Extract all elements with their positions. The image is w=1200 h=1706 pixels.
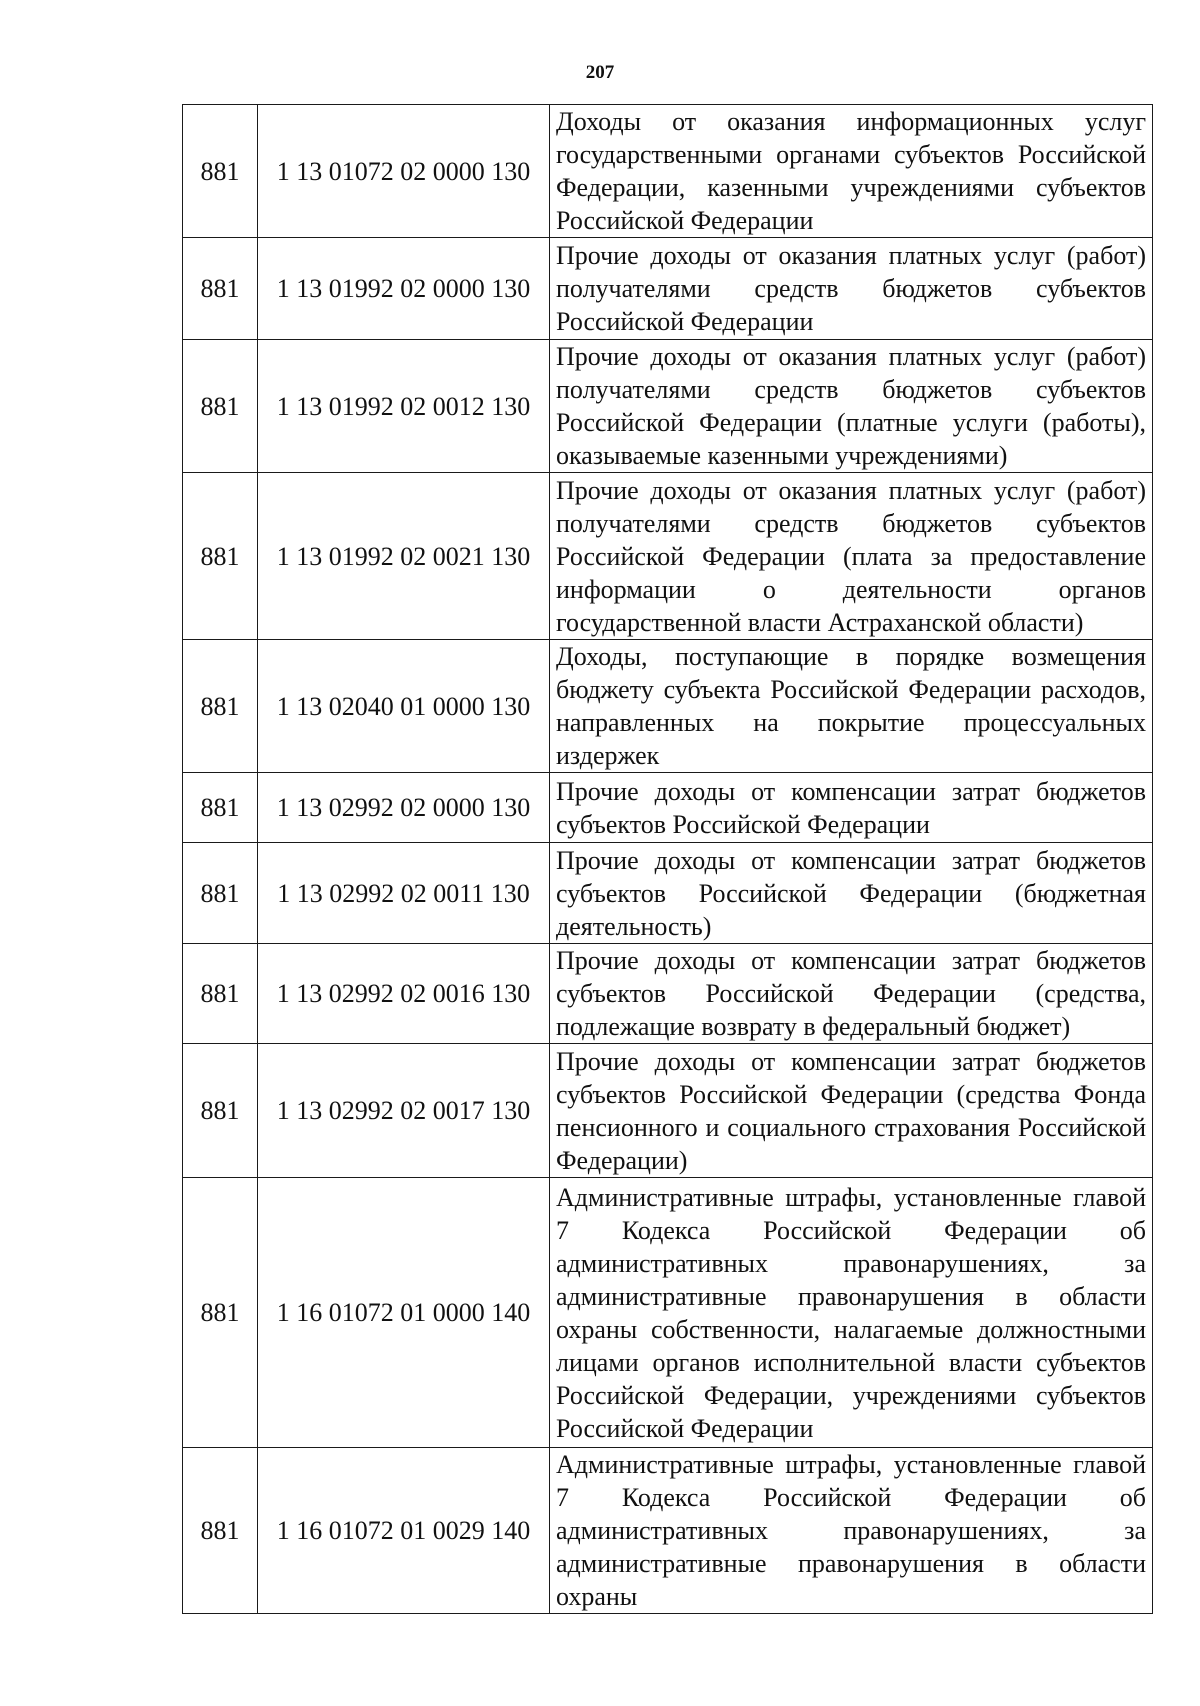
- table-row: [183, 238, 1153, 340]
- description-cell: Прочие доходы от оказания платных услуг (работ) получателями средств бюджетов субъектов Российской Федерации (платные услуги (работы), оказываемые казенными учреждениями): [550, 340, 1153, 473]
- description-cell: Доходы от оказания информационных услуг государственными органами субъектов Российской Федерации, казенными учреждениями субъектов Российской Федерации: [550, 105, 1153, 238]
- description-cell: Прочие доходы от компенсации затрат бюджетов субъектов Российской Федерации: [550, 773, 1153, 843]
- table-row: [183, 773, 1153, 843]
- admin-code-cell: 881: [183, 105, 258, 238]
- page-number: 207: [585, 62, 615, 83]
- budget-code-cell: 1 13 02992 02 0011 130: [258, 843, 550, 944]
- table-row: [183, 473, 1153, 640]
- admin-code-cell: 881: [183, 1448, 258, 1614]
- budget-code-cell: 1 13 01992 02 0000 130: [258, 238, 550, 340]
- admin-code-cell: 881: [183, 1044, 258, 1178]
- table-row: [183, 340, 1153, 473]
- description-cell: Административные штрафы, установленные главой 7 Кодекса Российской Федерации об административных правонарушениях, за административные правонарушения в области охраны собственности, налагаемые должностными лицами органов исполнительной власти субъектов Российской Федерации, учреждениями субъектов Российской Федерации: [550, 1178, 1153, 1448]
- description-cell: Прочие доходы от оказания платных услуг (работ) получателями средств бюджетов субъектов Российской Федерации (плата за предоставление информации о деятельности органов государственной власти Астраханской области): [550, 473, 1153, 640]
- description-cell: Прочие доходы от компенсации затрат бюджетов субъектов Российской Федерации (средства, подлежащие возврату в федеральный бюджет): [550, 944, 1153, 1044]
- budget-code-cell: 1 16 01072 01 0029 140: [258, 1448, 550, 1614]
- table-row: [183, 1044, 1153, 1178]
- description-cell: Административные штрафы, установленные главой 7 Кодекса Российской Федерации об административных правонарушениях, за административные правонарушения в области охраны: [550, 1448, 1153, 1614]
- description-cell: Прочие доходы от компенсации затрат бюджетов субъектов Российской Федерации (бюджетная деятельность): [550, 843, 1153, 944]
- budget-code-cell: 1 13 02992 02 0000 130: [258, 773, 550, 843]
- budget-code-cell: 1 13 01072 02 0000 130: [258, 105, 550, 238]
- admin-code-cell: 881: [183, 473, 258, 640]
- budget-code-cell: 1 13 01992 02 0012 130: [258, 340, 550, 473]
- revenue-codes-table: [182, 104, 1153, 1614]
- description-cell: Прочие доходы от оказания платных услуг (работ) получателями средств бюджетов субъектов Российской Федерации: [550, 238, 1153, 340]
- description-cell: Прочие доходы от компенсации затрат бюджетов субъектов Российской Федерации (средства Фонда пенсионного и социального страхования Российской Федерации): [550, 1044, 1153, 1178]
- admin-code-cell: 881: [183, 843, 258, 944]
- table-row: [183, 1448, 1153, 1614]
- admin-code-cell: 881: [183, 640, 258, 773]
- budget-code-cell: 1 13 02992 02 0016 130: [258, 944, 550, 1044]
- admin-code-cell: 881: [183, 340, 258, 473]
- table-row: [183, 640, 1153, 773]
- budget-code-cell: 1 16 01072 01 0000 140: [258, 1178, 550, 1448]
- admin-code-cell: 881: [183, 773, 258, 843]
- budget-code-cell: 1 13 01992 02 0021 130: [258, 473, 550, 640]
- table-row: [183, 1178, 1153, 1448]
- admin-code-cell: 881: [183, 238, 258, 340]
- admin-code-cell: 881: [183, 944, 258, 1044]
- budget-code-cell: 1 13 02040 01 0000 130: [258, 640, 550, 773]
- table-row: [183, 105, 1153, 238]
- budget-code-cell: 1 13 02992 02 0017 130: [258, 1044, 550, 1178]
- table-row: [183, 843, 1153, 944]
- description-cell: Доходы, поступающие в порядке возмещения бюджету субъекта Российской Федерации расходов, направленных на покрытие процессуальных издержек: [550, 640, 1153, 773]
- admin-code-cell: 881: [183, 1178, 258, 1448]
- table-row: [183, 944, 1153, 1044]
